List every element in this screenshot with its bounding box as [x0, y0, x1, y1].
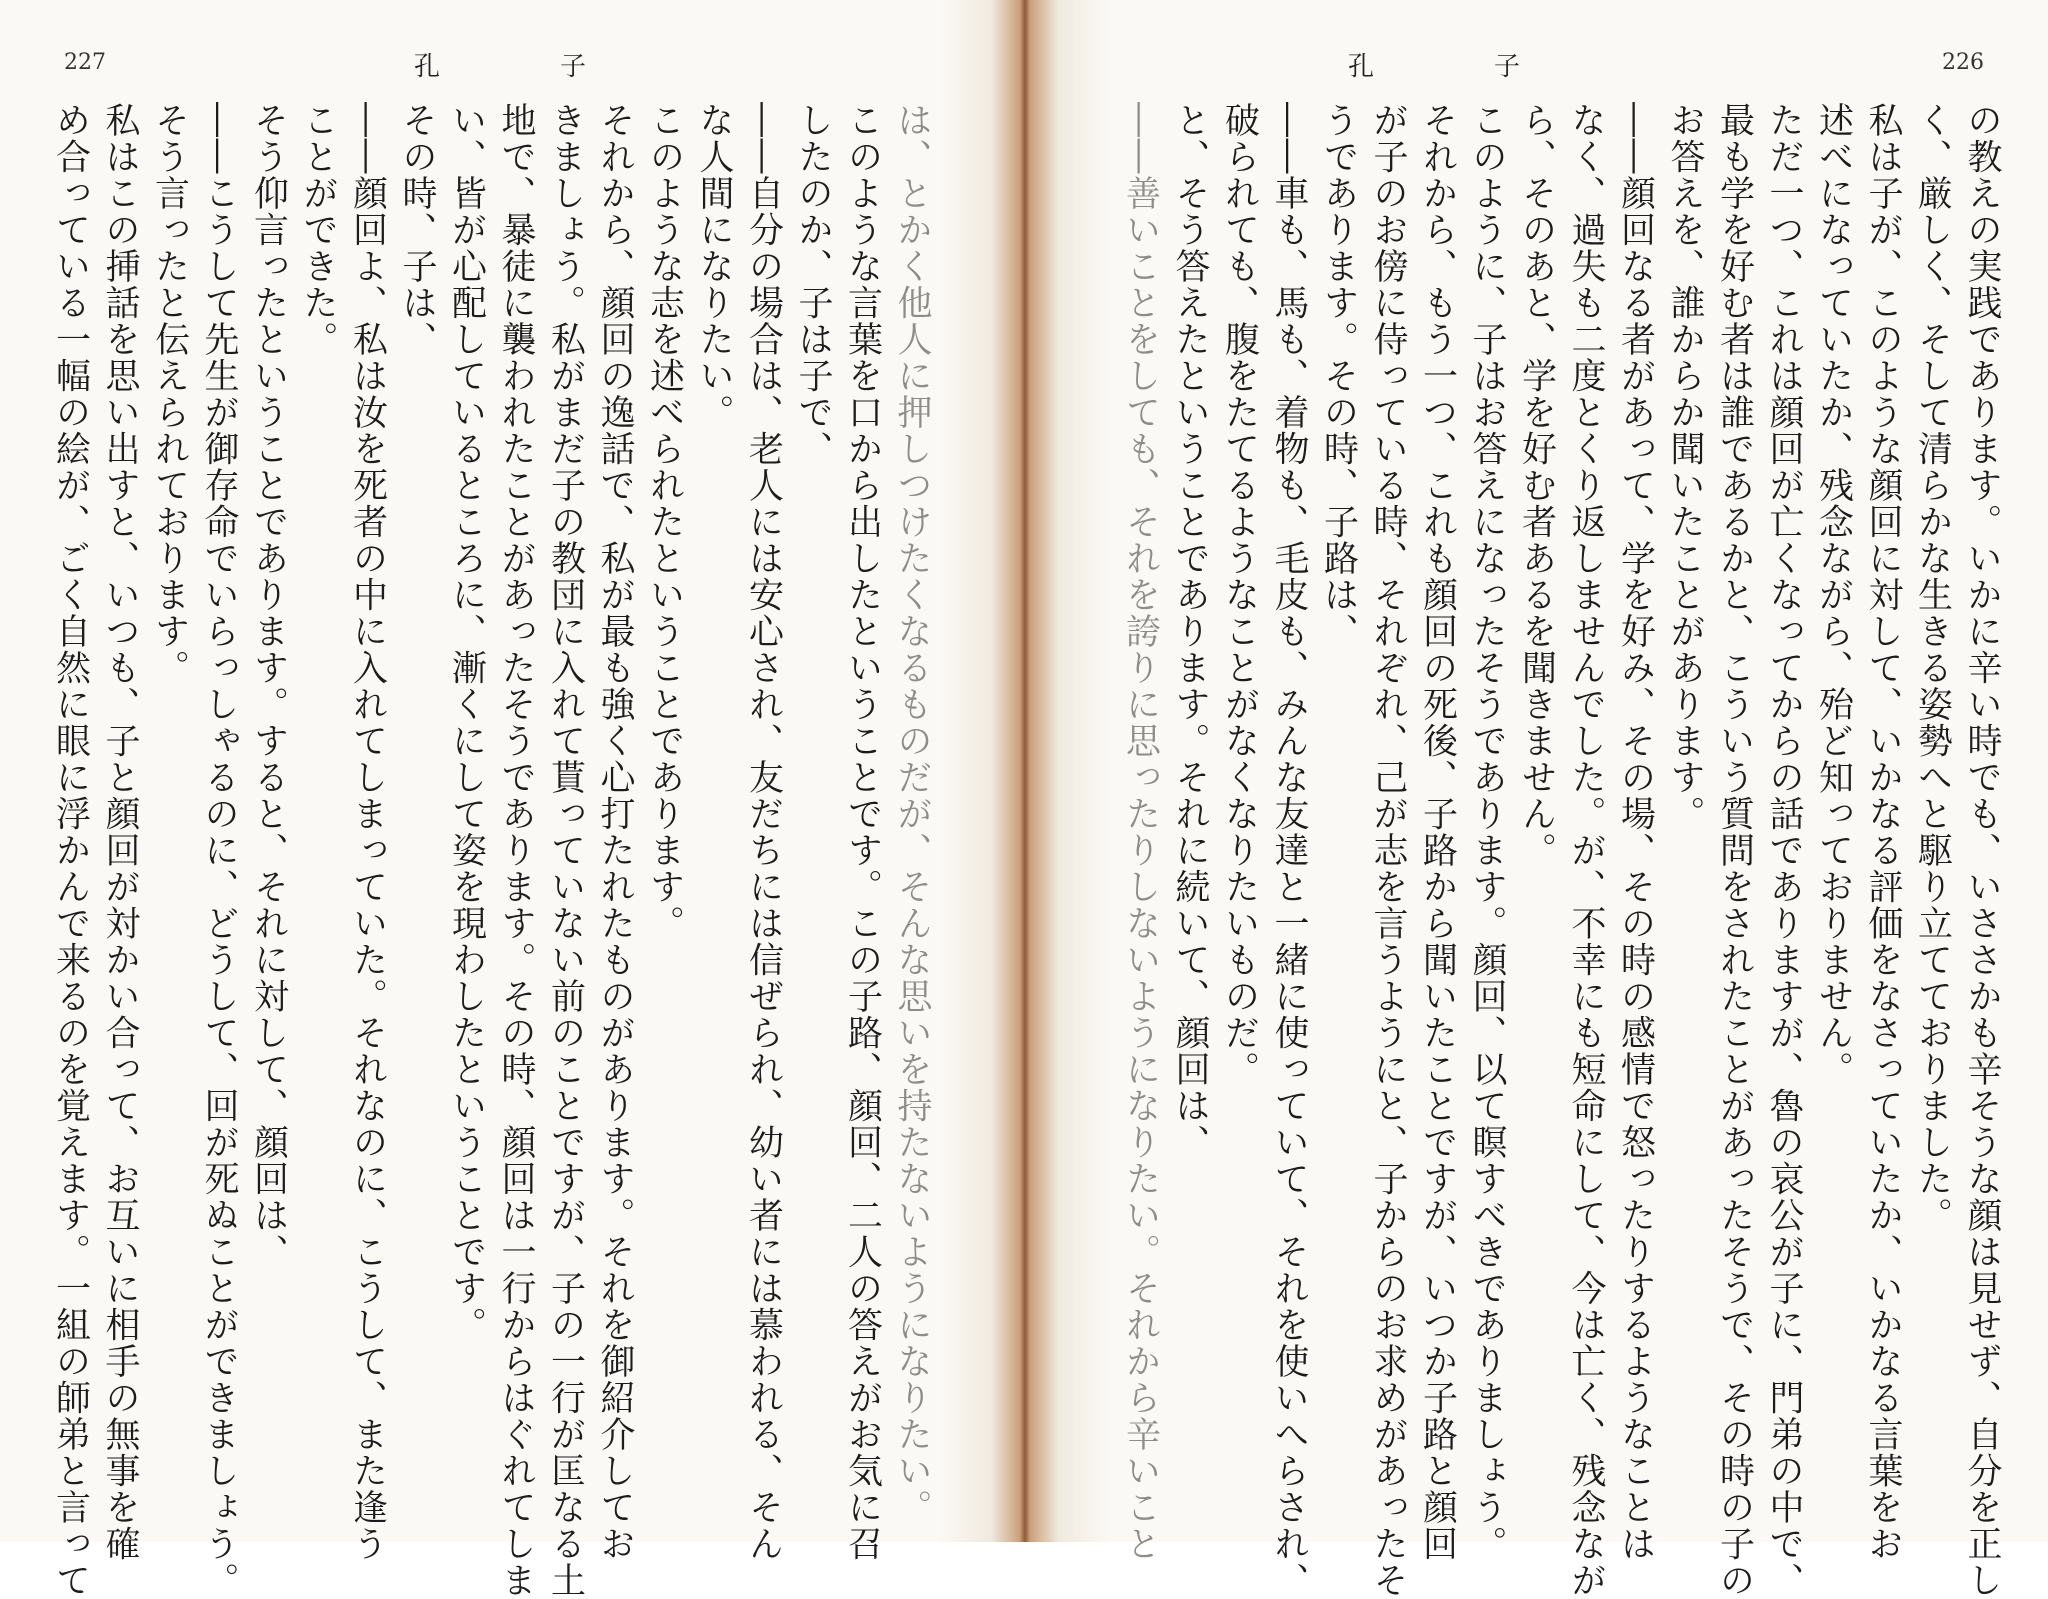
text-line: きましょう。私がまだ子の教団に入れて貰っていない前のことですが、子の一行が匡なる土: [545, 102, 586, 1599]
text-line: お答えを、誰からか聞いたことがあります。: [1665, 102, 1705, 832]
right-page: [1048, 0, 2048, 1599]
text-line: と、そう答えたということであります。それに続いて、顔回は、: [1170, 102, 1210, 1161]
text-line: ――車も、馬も、着物も、毛皮も、みんな友達と一緒に使っていて、それを使いへらされ、: [1269, 102, 1309, 1599]
text-line: な人間になりたい。: [694, 102, 734, 431]
text-line: このような言葉を口から出したということです。この子路、顔回、二人の答えがお気に召: [842, 102, 883, 1562]
text-line: ――顔回よ、私は汝を死者の中に入れてしまっていた。それなのに、こうして、また逢う: [347, 102, 388, 1562]
body-text-right: [1120, 102, 2006, 1599]
text-line: く、厳しく、そして清らかな生きる姿勢へと駆り立てておりました。: [1912, 102, 1953, 1234]
text-line: ら、そのあと、学を好む者あるを聞きません。: [1516, 102, 1557, 869]
text-line: このように、子はお答えになったそうであります。顔回、以て瞑すべきでありましょう。: [1467, 102, 1507, 1562]
text-line: うであります。その時、子路は、: [1318, 102, 1359, 650]
text-line: 破られても、腹をたてるようなことがなくなりたいものだ。: [1219, 102, 1260, 1088]
text-line: なく、過失も二度とくり返しませんでした。が、不幸にも短命にして、今は亡く、残念なが: [1566, 102, 1606, 1599]
text-line: そう仰言ったということであります。すると、それに対して、顔回は、: [248, 102, 289, 1270]
text-line: め合っている一幅の絵が、ごく自然に眼に浮かんで来るのを覚えます。一組の師弟と言って: [50, 102, 91, 1599]
text-line: それから、顔回の逸話で、私が最も強く心打たれたものがあります。それを御紹介してお: [595, 102, 635, 1562]
page-number-right: 226: [1942, 50, 1984, 75]
text-line: 最も学を好む者は誰であるかと、こういう質問をされたことがあったそうで、その時の子の: [1714, 102, 1755, 1599]
text-line: ――こうして先生が御存命でいらっしゃるのに、どうして、回が死ぬことができましょう。: [199, 102, 239, 1599]
text-line: は、とかく他人に押しつけたくなるものだが、そんな思いを持たないようになりたい。: [892, 102, 932, 1526]
text-line: ――善いことをしても、それを誇りに思ったりしないようになりたい。それから辛いこと: [1120, 102, 1161, 1562]
text-line: そう言ったと伝えられております。: [149, 102, 190, 686]
text-line: ――顔回なる者があって、学を好み、その場、その時の感情で怒ったりするようなことは: [1615, 102, 1656, 1562]
text-line: 私はこの挿話を思い出すと、いつも、子と顔回が対かい合って、お互いに相手の無事を確: [100, 102, 140, 1562]
text-line: い、皆が心配しているところに、漸くにして姿を現わしたということです。: [446, 102, 487, 1343]
text-line: ただ一つ、これは顔回が亡くなってからの話でありますが、魯の哀公が子に、門弟の中で、: [1764, 102, 1804, 1599]
text-line: 述べになっていたか、残念ながら、殆ど知っておりません。: [1813, 102, 1854, 1088]
text-line: ことができた。: [298, 102, 338, 358]
body-text-left: [50, 102, 936, 1599]
left-page: [0, 0, 1000, 1599]
text-line: ――自分の場合は、老人には安心され、友だちには信ぜられ、幼い者には慕われる、そん: [743, 102, 784, 1562]
text-line: したのか、子は子で、: [793, 102, 833, 467]
page-number-left: 227: [64, 50, 106, 75]
text-line: が子のお傍に侍っている時、それぞれ、己が志を言うようにと、子からのお求めがあったそ: [1368, 102, 1408, 1599]
text-line: 私は子が、このような顔回に対して、いかなる評価をなさっていたか、いかなる言葉をお: [1863, 102, 1903, 1562]
running-head-left: 孔子: [414, 52, 707, 82]
text-line: このような志を述べられたということであります。: [644, 102, 685, 942]
text-line: その時、子は、: [397, 102, 437, 358]
text-line: 地で、暴徒に襲われたことがあったそうであります。その時、顔回は一行からはぐれてしま: [496, 102, 536, 1599]
text-line: それから、もう一つ、これも顔回の死後、子路から聞いたことですが、いつか子路と顔回: [1417, 102, 1458, 1562]
text-line: の教えの実践であります。いかに辛い時でも、いささかも辛そうな顔は見せず、自分を正し: [1962, 102, 2002, 1599]
running-head-right: 孔子: [1348, 52, 1641, 82]
